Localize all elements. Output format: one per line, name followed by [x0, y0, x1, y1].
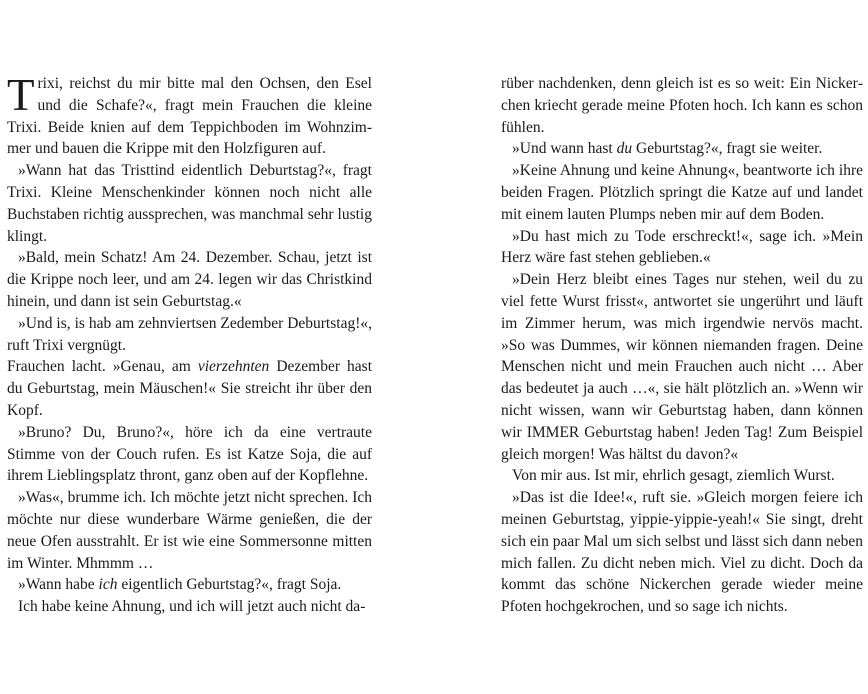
paragraph: »Wann hat das Tristtind eidentlich Deburtstag?«, fragt Trixi. Kleine Menschenkinder können noch nicht alle Buchstaben richtig aussprechen, was manchmal sehr lustig klingt.	[7, 162, 372, 245]
paragraph: Frauchen lacht. »Genau, am vierzehnten Dezember hast du Geburtstag, mein Mäuschen!« Sie streicht ihr über den Kopf.	[7, 358, 372, 419]
emphasis: vierzehnten	[197, 358, 270, 376]
paragraph: »Und is, is hab am zehnviertsen Zedember Deburtstag!«, ruft Trixi vergnügt.	[7, 314, 372, 354]
left-page	[7, 70, 372, 618]
paragraph: »Keine Ahnung und keine Ahnung«, beantworte ich ihre beiden Fragen. Plötzlich springt die Katze auf und landet mit einem lauten Plumps neben mir auf dem Boden.	[501, 162, 863, 223]
paragraph: »Was«, brumme ich. Ich möchte jetzt nicht sprechen. Ich möchte nur diese wunderbare Wärme genießen, die der neue Ofen ausstrahlt. Er ist wie eine Sommersonne mitten im Winter. Mhmmm …	[7, 489, 372, 572]
paragraph: »Bald, mein Schatz! Am 24. Dezember. Schau, jetzt ist die Krippe noch leer, und am 24. legen wir das Christkind hinein, und dann ist sein Geburtstag.«	[7, 249, 372, 310]
right-page	[501, 73, 863, 618]
paragraph: Ich habe keine Ahnung, und ich will jetzt auch nicht da-	[18, 598, 366, 616]
paragraph: Von mir aus. Ist mir, ehrlich gesagt, ziemlich Wurst.	[512, 467, 835, 485]
paragraph: »Das ist die Idee!«, ruft sie. »Gleich morgen feiere ich meinen Geburtstag, yippie-yippie-yeah!« Sie singt, dreht sich ein paar Mal um sich selbst und lässt sich dann neben mich fallen. Zu dicht neben mich. Viel zu dicht. Doch da kommt das schöne Nickerchen gerade wieder meine Pfoten hochgekrochen, und so sage ich nichts.	[501, 489, 863, 616]
paragraph: »Und wann hast du Geburtstag?«, fragt sie weiter.	[512, 140, 823, 158]
paragraph: »Wann habe ich eigentlich Geburtstag?«, fragt Soja.	[18, 576, 342, 594]
drop-cap: T	[7, 70, 35, 120]
paragraph: »Dein Herz bleibt eines Tages nur stehen, weil du zu viel fette Wurst frisst«, antwortet sie ungerührt und läuft im Zimmer herum, was mich irgendwie nervös macht. »So was Dummes, wir können niemanden fragen. Deine Menschen nicht und mein Frauchen auch nicht … Aber das bedeutet ja auch …«, sie hält plötzlich an. »Wenn wir nicht wissen, wann wir Geburtstag haben, dann können wir IMMER Geburtstag haben! Jeden Tag! Zum Beispiel gleich morgen! Was hältst du davon?«	[501, 271, 863, 463]
emphasis: ich	[98, 576, 118, 594]
emphasis: du	[616, 140, 633, 158]
paragraph: Trixi, reichst du mir bitte mal den Ochsen, den Esel und die Schafe?«, fragt mein Frauchen die kleine Trixi. Beide knien auf dem Teppichboden im Wohnzimmer und bauen die Krippe mit den Holzfiguren auf.	[7, 70, 372, 158]
paragraph: rüber nachdenken, denn gleich ist es so weit: Ein Nickerchen kriecht gerade meine Pfoten hoch. Ich kann es schon fühlen.	[501, 75, 863, 136]
paragraph: »Du hast mich zu Tode erschreckt!«, sage ich. »Mein Herz wäre fast stehen geblieben.«	[501, 227, 863, 267]
paragraph: »Bruno? Du, Bruno?«, höre ich da eine vertraute Stimme von der Couch rufen. Es ist Katze Soja, die auf ihrem Lieblingsplatz thront, ganz oben auf der Kopflehne.	[7, 423, 372, 485]
